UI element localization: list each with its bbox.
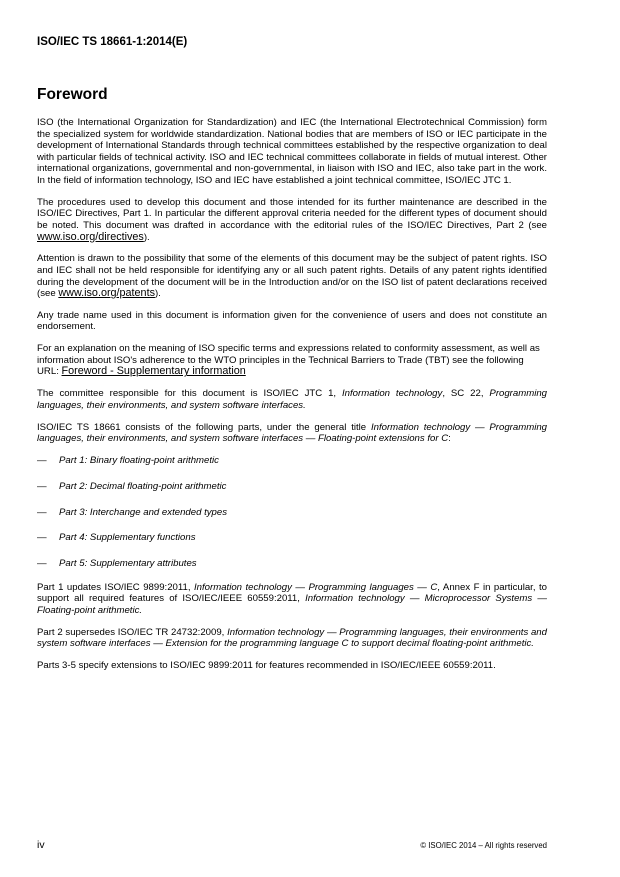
- page-number: iv: [37, 839, 45, 851]
- list-dash: —: [37, 532, 47, 544]
- paragraph-explanation-text: For an explanation on the meaning of ISO specific terms and expressions related to conformity assessment, as well as information about ISO's adherence to the WTO principles in the Technical Barriers to Trade (TBT) see the following URL:: [37, 343, 540, 378]
- paragraph-part2: [37, 627, 547, 650]
- paragraph-organizations: ISO (the International Organization for Standardization) and IEC (the International Electrotechnical Commission) form the specialized system for worldwide standardization. National bodies that are members of ISO or IEC participate in the development of International Standards through technical committees established by the respective organization to deal with particular fields of technical activity. ISO and IEC technical committees collaborate in fields of mutual interest. Other international organizations, governmental and non-governmental, in liaison with ISO and IEC, also take part in the work. In the field of information technology, ISO and IEC have established a joint technical committee, ISO/IEC JTC 1.: [37, 117, 547, 186]
- paragraph-patents-tail: ).: [154, 288, 161, 300]
- parts-intro-text: ISO/IEC TS 18661 consists of the following parts, under the general title: [37, 421, 371, 433]
- part1-fp-title: Information technology — Microprocessor Systems — Floating-point arithmetic.: [37, 593, 547, 616]
- list-dash: —: [37, 558, 47, 570]
- list-item-label: Part 3: Interchange and extended types: [59, 506, 228, 518]
- list-item: [37, 481, 547, 493]
- parts-intro-colon: :: [448, 433, 451, 445]
- list-item-label: Part 4: Supplementary functions: [59, 532, 196, 544]
- page-title: Foreword: [37, 86, 108, 103]
- foreword-body: [37, 117, 547, 682]
- paragraph-procedures-tail: ).: [143, 231, 150, 243]
- parts-general-title: Information technology — Programming languages, their environments, and system software interfaces — Floating-point extensions for C: [37, 421, 547, 445]
- supplementary-info-link[interactable]: Foreword - Supplementary information: [61, 365, 246, 378]
- document-id-header: ISO/IEC TS 18661-1:2014(E): [37, 36, 188, 48]
- list-item: [37, 507, 547, 519]
- list-dash: —: [37, 506, 47, 518]
- part2-text: Part 2 supersedes ISO/IEC TR 24732:2009,: [37, 626, 228, 638]
- committee-sc: , SC 22,: [442, 388, 490, 400]
- list-dash: —: [37, 454, 47, 466]
- list-item: [37, 532, 547, 544]
- paragraph-committee: [37, 388, 547, 411]
- list-item-label: Part 5: Supplementary attributes: [59, 558, 197, 570]
- committee-title: Information technology: [342, 388, 443, 400]
- part2-title: Information technology — Programming languages, their environments and system software interfaces — Extension for the programming language C to support decimal floating-point arithmetic.: [37, 626, 547, 650]
- paragraph-parts-3-5: Parts 3-5 specify extensions to ISO/IEC 9899:2011 for features recommended in ISO/IEC/IEEE 60559:2011.: [37, 660, 496, 672]
- directives-link[interactable]: www.iso.org/directives: [37, 230, 144, 243]
- list-dash: —: [37, 480, 47, 492]
- paragraph-procedures: [37, 197, 547, 243]
- list-item-label: Part 2: Decimal floating-point arithmetic: [59, 480, 227, 492]
- paragraph-patents-text: Attention is drawn to the possibility that some of the elements of this document may be the subject of patent rights. ISO and IEC shall not be held responsible for identifying any or all such patent rights. Details of any patent rights identified during the development of the document will be in the Introduction and/or on the ISO list of patent declarations received (see: [37, 253, 547, 300]
- list-item: [37, 558, 547, 570]
- copyright-notice: © ISO/IEC 2014 – All rights reserved: [420, 841, 547, 850]
- list-item-label: Part 1: Binary floating-point arithmetic: [59, 454, 219, 466]
- list-item: [37, 455, 547, 467]
- paragraph-procedures-text: The procedures used to develop this document and those intended for its further maintenance are described in the ISO/IEC Directives, Part 1. In particular the different approval criteria needed for the different types of document should be noted. This document was drafted in accordance with the editorial rules of the ISO/IEC Directives, Part 2 (see: [37, 196, 547, 231]
- part1-text-mid: , Annex F in particular, to support all required features of ISO/IEC/IEEE 60559:2011,: [37, 581, 547, 605]
- committee-text: The committee responsible for this document is ISO/IEC JTC 1,: [37, 388, 342, 400]
- patents-link[interactable]: www.iso.org/patents: [58, 287, 155, 300]
- paragraph-patents: [37, 253, 547, 299]
- paragraph-parts-intro: [37, 422, 547, 445]
- committee-sc-title: Programming languages, their environments, and system software interfaces.: [37, 388, 548, 411]
- paragraph-explanation: [37, 343, 547, 378]
- paragraph-part1: [37, 582, 547, 617]
- paragraph-trade-name: Any trade name used in this document is information given for the convenience of users and does not constitute an endorsement.: [37, 309, 547, 333]
- part1-text: Part 1 updates ISO/IEC 9899:2011,: [37, 581, 194, 593]
- part1-c-title: Information technology — Programming languages — C: [194, 581, 438, 593]
